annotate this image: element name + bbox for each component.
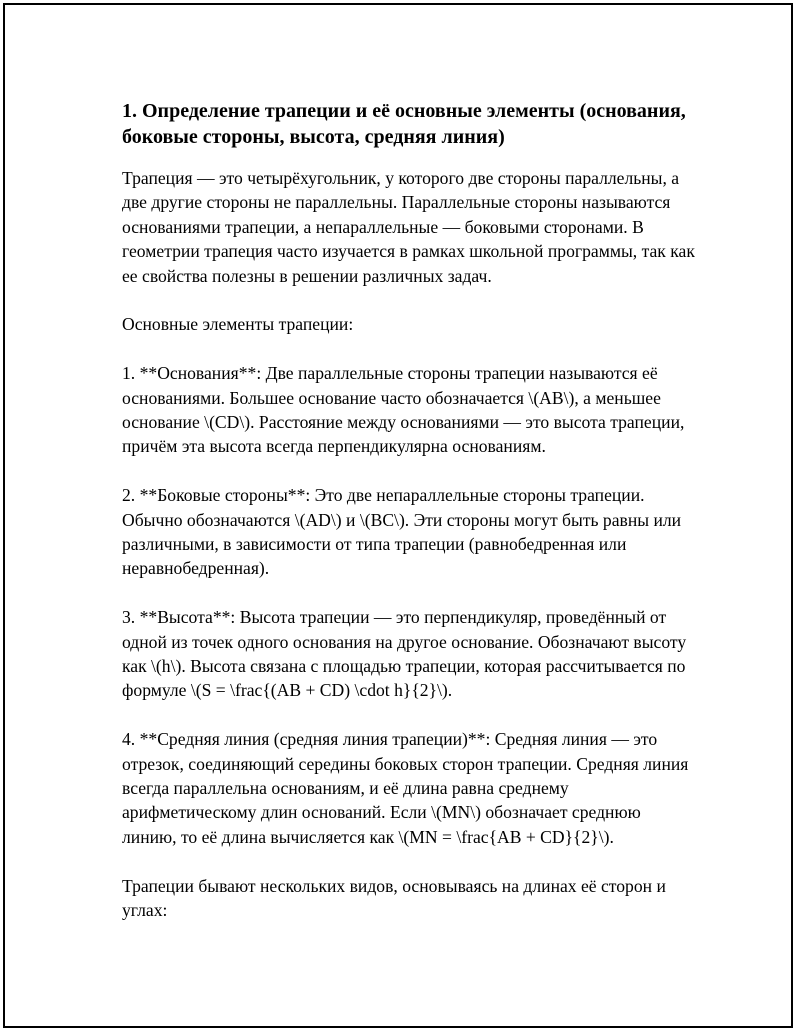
paragraph-definition: Трапеция — это четырёхугольник, у которого две стороны параллельны, а две другие стороны не параллельны. Параллельные стороны называются основаниями трапеции, а непараллельные — боковыми сторонами. В геометрии трапеция часто изучается в рамках школьной программы, так как ее свойства полезны в решении различных задач. <box>122 168 695 286</box>
page-frame <box>3 3 793 1028</box>
paragraph-lateral-sides: 2. **Боковые стороны**: Это две непараллельные стороны трапеции. Обычно обозначаются \(AD\) и \(BC\). Эти стороны могут быть равны или различными, в зависимости от типа трапеции (равнобедренная или неравнобедренная). <box>122 485 682 579</box>
paragraph-height: 3. **Высота**: Высота трапеции — это перпендикуляр, проведённый от одной из точек одного основания на другое основание. Обозначают высоту как \(h\). Высота связана с площадью трапеции, которая рассчитывается по формуле \(S = \frac{(AB + CD) \cdot h}{2}\). <box>122 607 687 701</box>
paragraph-midline: 4. **Средняя линия (средняя линия трапеции)**: Средняя линия — это отрезок, соединяющий середины боковых сторон трапеции. Средняя линия всегда параллельна основаниям, и её длина равна среднему арифметическому длин оснований. Если \(MN\) обозначает среднюю линию, то её длина вычисляется как \(MN = \frac{AB + CD}{2}\). <box>122 729 689 847</box>
document-body <box>122 98 696 923</box>
paragraph-elements-intro: Основные элементы трапеции: <box>122 314 354 335</box>
document-title: 1. Определение трапеции и её основные элементы (основания, боковые стороны, высота, средняя линия) <box>122 100 686 148</box>
paragraph-types-intro: Трапеции бывают нескольких видов, основываясь на длинах её сторон и углах: <box>122 875 666 921</box>
paragraph-bases: 1. **Основания**: Две параллельные стороны трапеции называются её основаниями. Большее основание часто обозначается \(AB\), а меньшее основание \(CD\). Расстояние между основаниями — это высота трапеции, причём эта высота всегда перпендикулярна основаниям. <box>122 363 685 457</box>
